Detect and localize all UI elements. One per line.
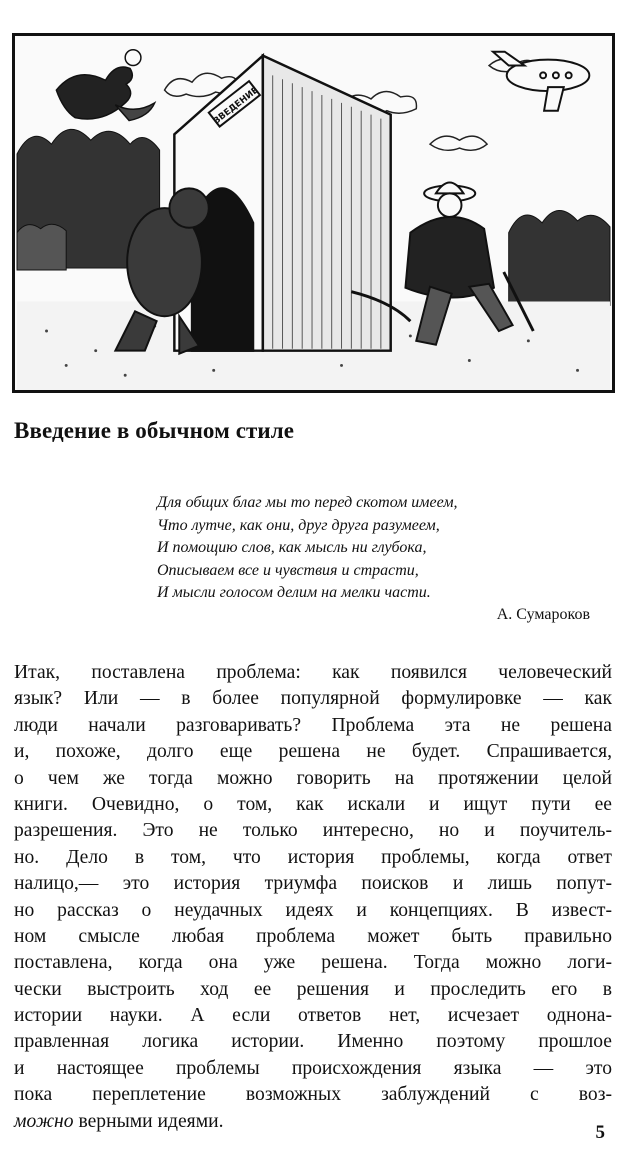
cartoon-illustration bbox=[12, 33, 615, 393]
body-line: но. Дело в том, что история проблемы, когда ответ bbox=[14, 846, 612, 868]
body-line: налицо,— это история триумфа поисков и лишь попут- bbox=[14, 873, 612, 895]
epigraph-poem bbox=[157, 492, 458, 605]
epigraph-line: И помощию слов, как мысль ни глубока, bbox=[157, 539, 427, 556]
body-paragraph bbox=[14, 660, 612, 1135]
body-line: пока переплетение возможных заблуждений с воз- bbox=[14, 1084, 612, 1106]
body-line: но рассказ о неудачных идеях и концепциях. В извест- bbox=[14, 899, 612, 921]
epigraph-line: Описываем все и чувствия и страсти, bbox=[157, 561, 419, 579]
epigraph-author: А. Сумароков bbox=[496, 606, 590, 623]
body-line: правленная логика истории. Именно поэтому прошлое bbox=[14, 1031, 612, 1053]
body-line: истории науки. А если ответов нет, исчезает однона- bbox=[14, 1005, 612, 1027]
body-line: книги. Очевидно, о том, как искали и ищут пути ее bbox=[14, 793, 612, 815]
epigraph-line: И мысли голосом делим на мелки части. bbox=[157, 584, 431, 601]
chapter-heading: Введение в обычном стиле bbox=[14, 418, 295, 443]
body-line: люди начали разговаривать? Проблема эта не решена bbox=[14, 714, 612, 736]
body-line: поставлена, когда она уже решена. Тогда можно логи- bbox=[14, 952, 612, 974]
body-line: язык? Или — в более популярной формулировке — как bbox=[14, 688, 612, 710]
cartoon-drawing bbox=[15, 36, 612, 390]
epigraph-line: Что лутче, как они, друг друга разумеем, bbox=[157, 516, 440, 534]
body-line: чески выстроить ход ее решения и проследить его в bbox=[14, 978, 612, 1000]
body-last-line bbox=[14, 1109, 612, 1135]
bushes-right bbox=[509, 211, 610, 306]
page-number: 5 bbox=[595, 1122, 605, 1143]
winged-creature bbox=[56, 50, 154, 121]
airplane bbox=[493, 52, 589, 111]
book-spine-text: ВВЕДЕНИЕ bbox=[211, 85, 261, 127]
body-line: разрешения. Это не только интересно, но и поучитель- bbox=[14, 820, 612, 842]
body-line: и настоящее проблемы происхождения языка — это bbox=[14, 1057, 612, 1079]
body-line: и, похоже, долго еще решена не будет. Спрашивается, bbox=[14, 741, 612, 763]
italic-word: можно bbox=[14, 1110, 74, 1132]
body-line: о чем же тогда можно говорить на протяжении целой bbox=[14, 767, 612, 789]
body-line: Итак, поставлена проблема: как появился человеческий bbox=[14, 662, 612, 683]
body-line: ном смысле любая проблема может быть правильно bbox=[14, 925, 612, 947]
epigraph-line: Для общих благ мы то перед скотом имеем, bbox=[157, 494, 458, 511]
body-last-line-rest: верными идеями. bbox=[73, 1110, 224, 1132]
